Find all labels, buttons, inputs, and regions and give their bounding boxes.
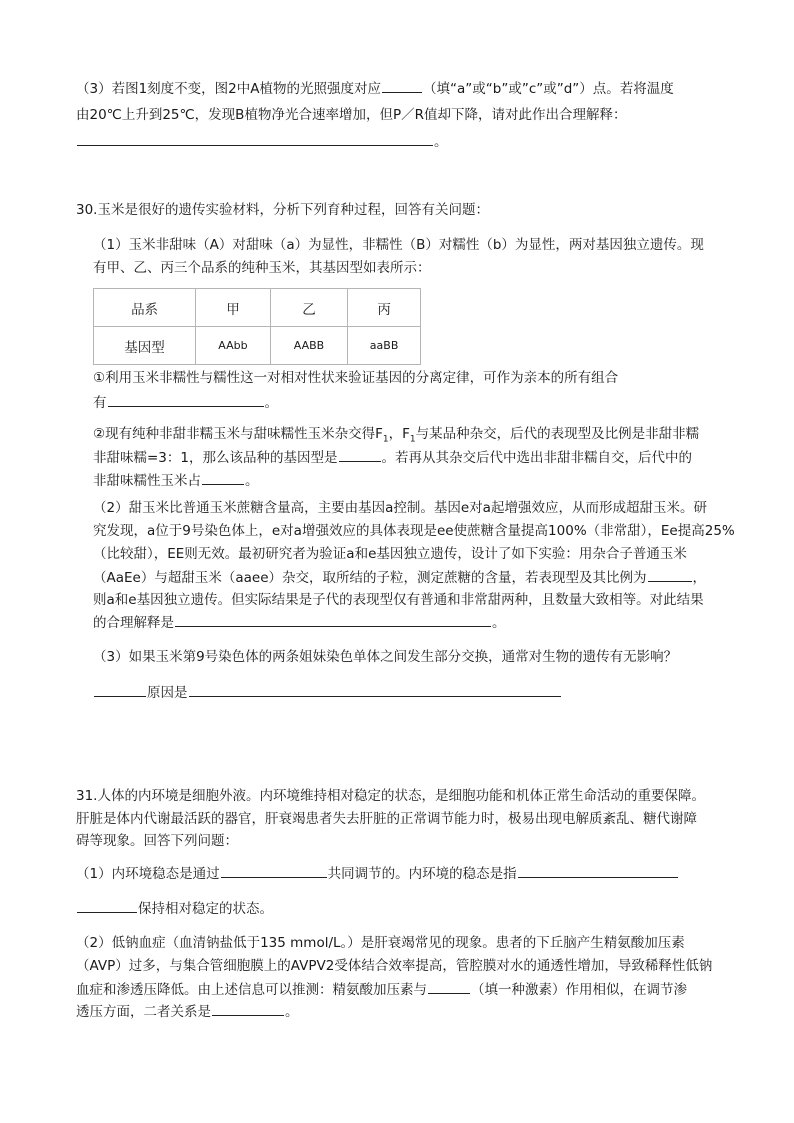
subscript: 1 <box>382 434 389 445</box>
answer-blank[interactable] <box>518 863 678 878</box>
q31-p2-line2: （AVP）过多，与集合管细胞膜上的AVPV2受体结合效率提高，管腔膜对水的通透性增加，导致稀释性低钠 <box>76 958 713 974</box>
q30-sub1-end: 。 <box>264 395 278 411</box>
q30-p3-text: 原因是 <box>147 685 188 701</box>
q31-p1-text-a: （1）内环境稳态是通过 <box>76 866 220 882</box>
answer-blank[interactable] <box>382 78 422 93</box>
q29-3-text-a: （3）若图1刻度不变，图2中A植物的光照强度对应 <box>76 81 382 97</box>
q30-p2-end-a: ， <box>692 570 706 586</box>
answer-blank[interactable] <box>189 682 561 697</box>
answer-blank[interactable] <box>77 898 137 913</box>
q30-p2-line5: 则a和e基因独立遗传。但实际结果是子代的表现型仅有普通和非常甜两种，且数量大致相等。对此结果 <box>93 592 704 608</box>
subscript: 1 <box>409 434 416 445</box>
q30-p2-line3: （比较甜），EE则无效。最初研究者为验证a和e基因独立遗传，设计了如下实验：用杂合子普通玉米 <box>93 546 687 562</box>
q30-sub2-text-e: 。若再从其杂交后代中选出非甜非糯自交，后代中的 <box>381 450 692 466</box>
q30-sub2-line2 <box>93 447 692 468</box>
q30-sub2-text-b: ，F <box>388 426 410 442</box>
q30-p3-line1: （3）如果玉米第9号染色体的两条姐妹染色单体之间发生部分交换，通常对生物的遗传有无影响？ <box>93 649 678 665</box>
table-cell: AABB <box>270 327 347 365</box>
q30-p1-line2: 有甲、乙、丙三个品系的纯种玉米，其基因型如表所示： <box>93 260 431 276</box>
q31-p1-line2 <box>76 898 273 919</box>
q29-3-line2: 由20℃上升到25℃，发现B植物净光合速率增加，但P／R值却下降，请对此作出合理解释： <box>76 107 627 123</box>
answer-blank[interactable] <box>108 392 264 407</box>
q29-3-text-b: （填“a”或“b”或”c”或”d”）点。若将温度 <box>423 81 674 97</box>
q30-sub2-text-d: 非甜味糯=3：1，那么该品种的基因型是 <box>93 450 338 466</box>
table-header-cell: 甲 <box>196 289 271 327</box>
table-row <box>94 327 421 365</box>
answer-blank[interactable] <box>212 1001 284 1016</box>
answer-blank[interactable] <box>428 979 470 994</box>
answer-blank[interactable] <box>221 863 327 878</box>
q30-sub2-line3 <box>93 470 259 491</box>
q29-3-line3 <box>76 131 448 152</box>
q31-p2-text-a: 血症和渗透压降低。由上述信息可以推测：精氨酸加压素与 <box>76 982 427 998</box>
answer-blank[interactable] <box>648 567 692 582</box>
q31-p2-line3 <box>76 979 687 1000</box>
table-header-cell: 乙 <box>270 289 347 327</box>
q30-p1-line1: （1）玉米非甜味（A）对甜味（a）为显性，非糯性（B）对糯性（b）为显性，两对基因独立遗传。现 <box>93 237 704 253</box>
q31-p1-line1 <box>76 863 679 884</box>
table-cell: AAbb <box>196 327 271 365</box>
q30-p2-line1: （2）甜玉米比普通玉米蔗糖含量高，主要由基因a控制。基因e对a起增强效应，从而形成超甜玉米。研 <box>93 500 707 516</box>
q30-sub2-text-a: ②现有纯种非甜非糯玉米与甜味糯性玉米杂交得F <box>93 426 383 442</box>
q30-sub2-line1 <box>93 424 699 450</box>
q30-p2-line4 <box>93 567 706 588</box>
q31-p1-text-c: 保持相对稳定的状态。 <box>138 901 273 917</box>
answer-blank[interactable] <box>94 682 146 697</box>
q31-p2-text-c: 透压方面，二者关系是 <box>76 1004 211 1020</box>
table-row <box>94 289 421 327</box>
table-header-cell: 品系 <box>94 289 196 327</box>
q31-p2-line4 <box>76 1001 299 1022</box>
answer-blank[interactable] <box>175 612 491 627</box>
q29-3-line1 <box>76 78 674 99</box>
q31-p2-end: 。 <box>285 1004 299 1020</box>
q30-sub1-text: 有 <box>93 395 107 411</box>
q30-sub2-text-f: 非甜味糯性玉米占 <box>93 473 201 489</box>
genotype-table <box>93 288 421 365</box>
q29-3-end: 。 <box>434 134 448 150</box>
q31-p2-text-b: （填一种激素）作用相似，在调节渗 <box>471 982 687 998</box>
table-header-cell: 丙 <box>348 289 421 327</box>
q31-p1-text-b: 共同调节的。内环境的稳态是指 <box>327 866 517 882</box>
q30-title: 30.玉米是很好的遗传实验材料，分析下列育种过程，回答有关问题： <box>76 202 489 218</box>
q30-sub2-text-c: 与某品种杂交，后代的表现型及比例是非甜非糯 <box>415 426 700 442</box>
q31-line3: 碍等现象。回答下列问题： <box>76 833 238 849</box>
q30-sub2-end: 。 <box>245 473 259 489</box>
table-cell: 基因型 <box>94 327 196 365</box>
answer-blank[interactable] <box>202 470 244 485</box>
table-cell: aaBB <box>348 327 421 365</box>
q30-sub1-line2 <box>93 392 278 413</box>
q30-p2-line6 <box>93 612 506 633</box>
q30-p2-line2: 究发现，a位于9号染色体上，e对a增强效应的具体表现是ee使蔗糖含量提高100%（非常甜），Ee提高25% <box>93 523 735 539</box>
q31-line1: 31.人体的内环境是细胞外液。内环境维持相对稳定的状态，是细胞功能和机体正常生命活动的重要保障。 <box>76 788 705 804</box>
q30-p3-line2 <box>93 682 562 703</box>
q30-p2-end-b: 。 <box>492 615 506 631</box>
q30-p2-text-a: （AaEe）与超甜玉米（aaee）杂交，取所结的子粒，测定蔗糖的含量，若表现型及其比例为 <box>93 570 647 586</box>
q31-line2: 肝脏是体内代谢最活跃的器官，肝衰竭患者失去肝脏的正常调节能力时，极易出现电解质紊乱、糖代谢障 <box>76 811 697 827</box>
answer-blank[interactable] <box>339 447 381 462</box>
q31-p2-line1: （2）低钠血症（血清钠盐低于135 mmol/L。）是肝衰竭常见的现象。患者的下丘脑产生精氨酸加压素 <box>76 935 685 951</box>
q30-p2-text-b: 的合理解释是 <box>93 615 174 631</box>
q30-sub1-line1: ①利用玉米非糯性与糯性这一对相对性状来验证基因的分离定律，可作为亲本的所有组合 <box>93 370 619 386</box>
answer-blank[interactable] <box>77 131 433 146</box>
